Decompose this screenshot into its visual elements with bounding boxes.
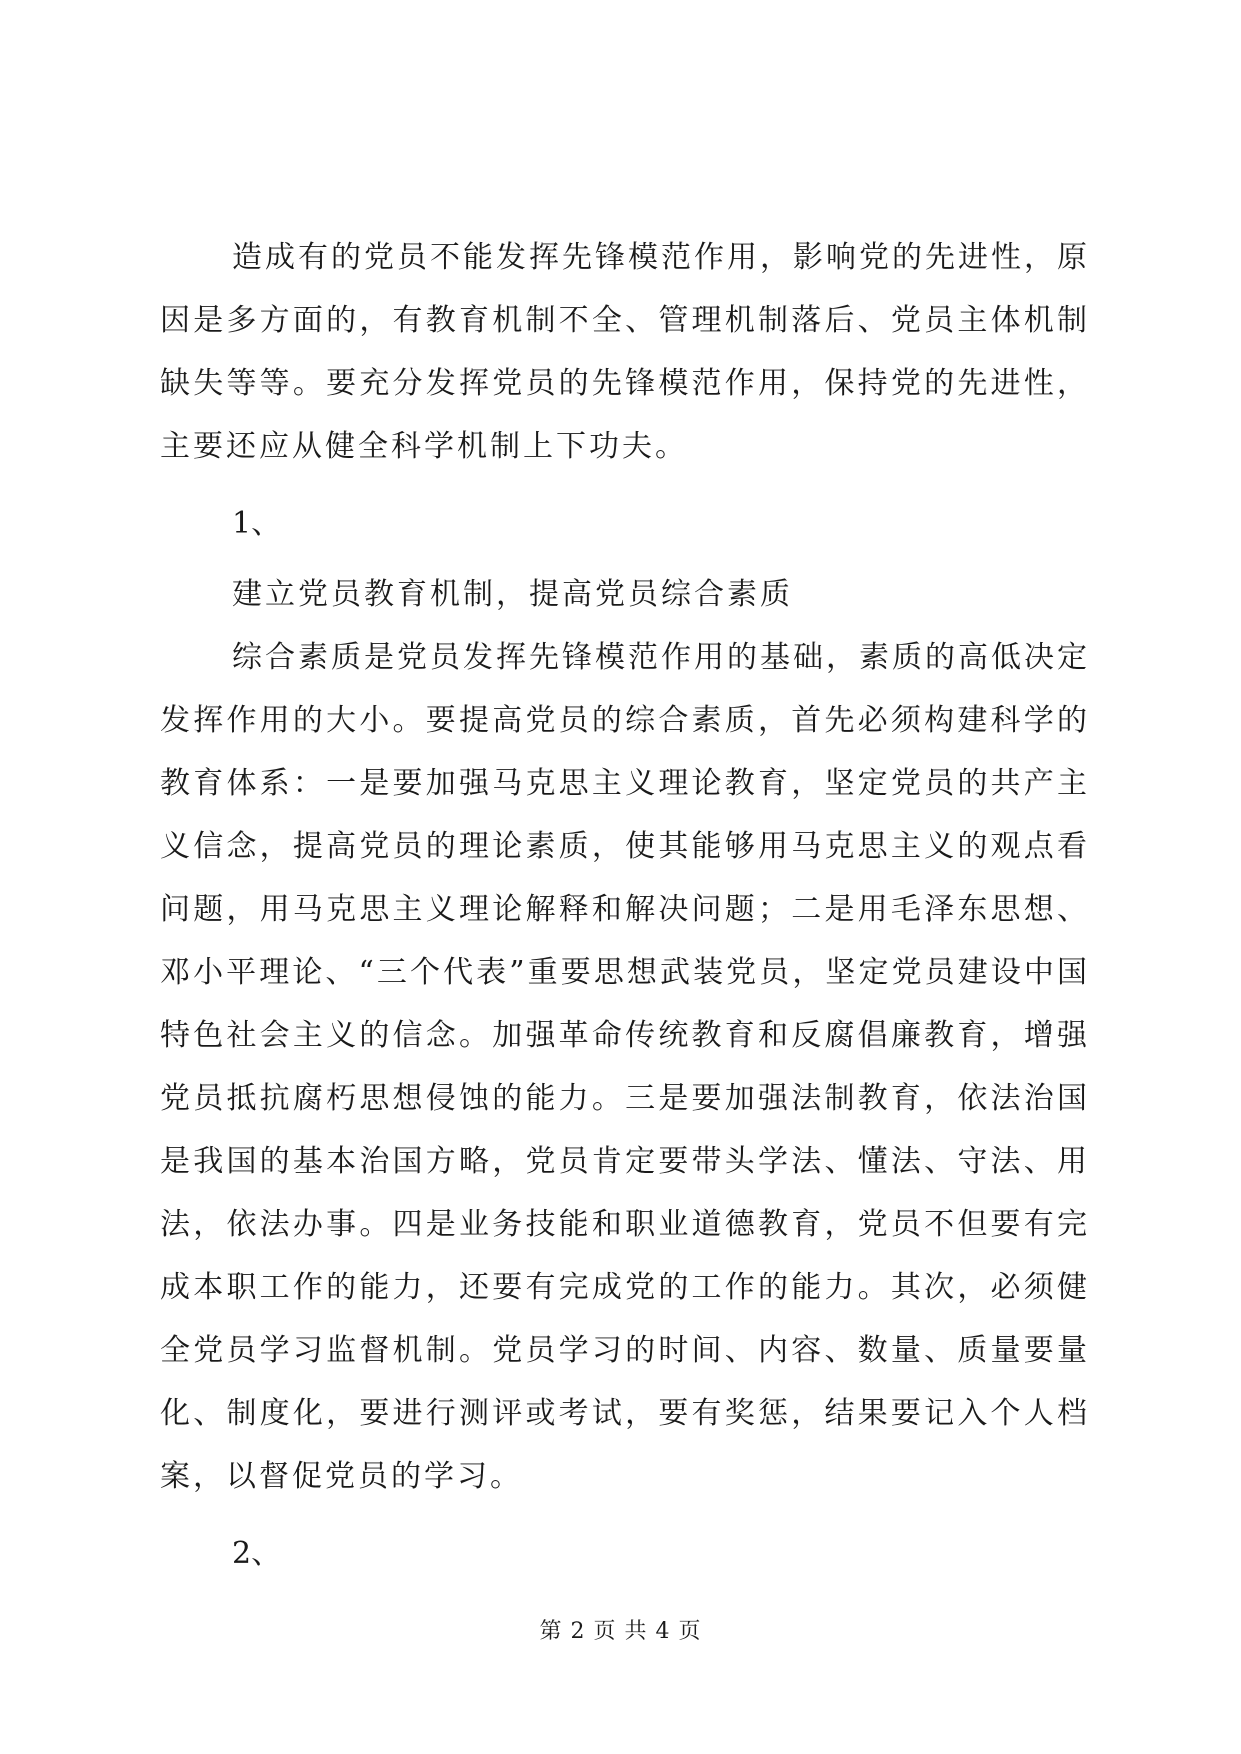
section-number-1: 1、	[232, 506, 282, 541]
page-footer: 第 2 页 共 4 页	[539, 1619, 702, 1644]
section-number-2: 2、	[232, 1536, 282, 1571]
section-heading-1: 建立党员教育机制，提高党员综合素质	[232, 577, 793, 612]
intro-paragraph: 造成有的党员不能发挥先锋模范作用，影响党的先进性，原因是多方面的，有教育机制不全、管理机制落后、党员主体机制缺失等等。要充分发挥党员的先锋模范作用，保持党的先进性，主要还应从健全科学机制上下功夫。	[160, 240, 1090, 464]
section-body-1: 综合素质是党员发挥先锋模范作用的基础，素质的高低决定发挥作用的大小。要提高党员的综合素质，首先必须构建科学的教育体系：一是要加强马克思主义理论教育，坚定党员的共产主义信念，提高党员的理论素质，使其能够用马克思主义的观点看问题，用马克思主义理论解释和解决问题；二是用毛泽东思想、邓小平理论、“三个代表”重要思想武装党员，坚定党员建设中国特色社会主义的信念。加强革命传统教育和反腐倡廉教育，增强党员抵抗腐朽思想侵蚀的能力。三是要加强法制教育，依法治国是我国的基本治国方略，党员肯定要带头学法、懂法、守法、用法，依法办事。四是业务技能和职业道德教育，党员不但要有完成本职工作的能力，还要有完成党的工作的能力。其次，必须健全党员学习监督机制。党员学习的时间、内容、数量、质量要量化、制度化，要进行测评或考试，要有奖惩，结果要记入个人档案，以督促党员的学习。	[160, 640, 1090, 1494]
document-body	[160, 226, 1090, 1585]
